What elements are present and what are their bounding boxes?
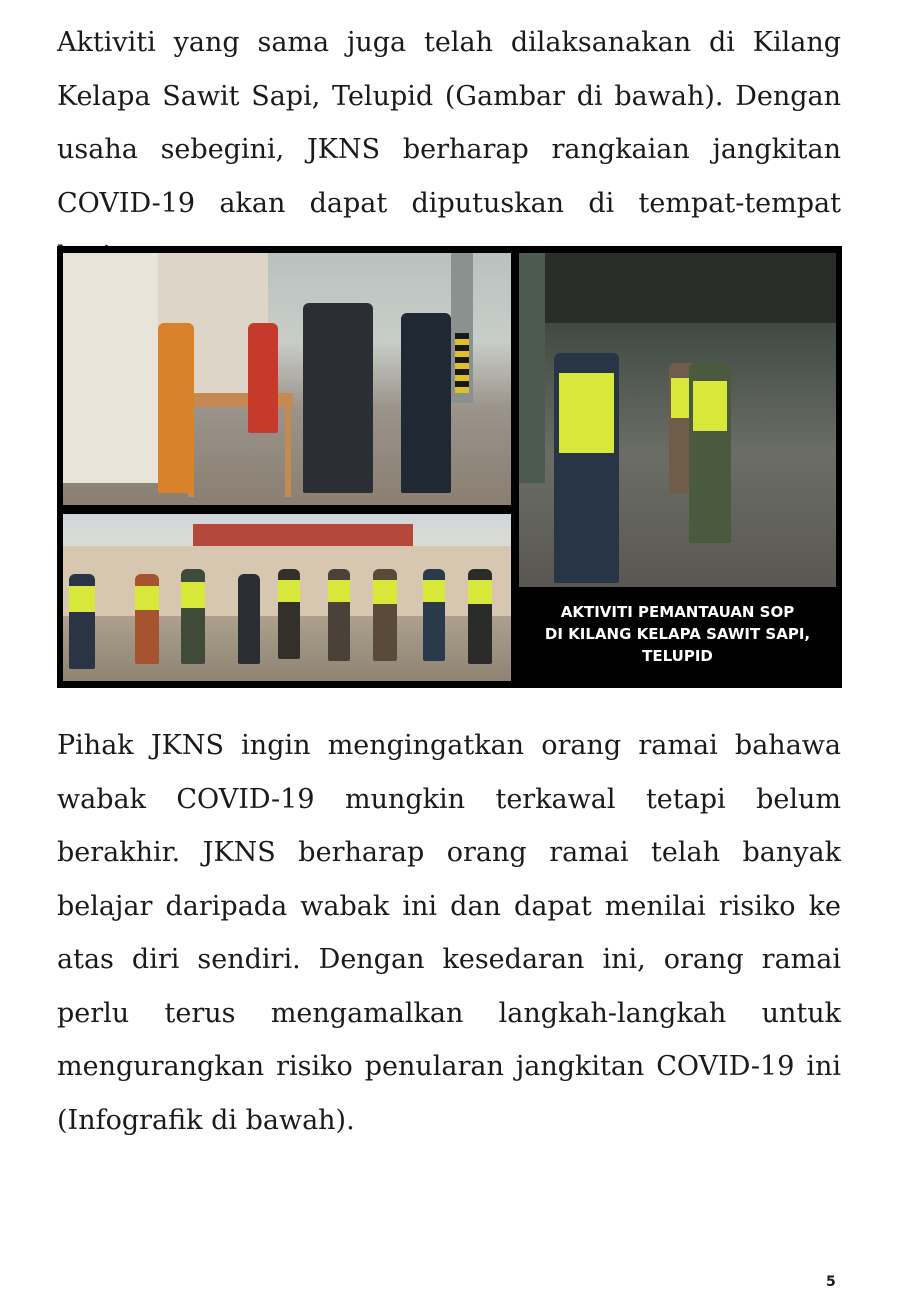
caption-line-2: DI KILANG KELAPA SAWIT SAPI, [544,625,811,643]
paragraph-activity: Aktiviti yang sama juga telah dilaksanakan di Kilang Kelapa Sawit Sapi, Telupid (Gambar di bawah). Dengan usaha sebegini, JKNS berharap rangkaian jangkitan COVID-19 akan dapat diputuskan di tempat-tempat [57,27,841,219]
caption-line-3: TELUPID [642,647,713,665]
photo-group-outdoor [63,514,511,681]
photo-sop-check-entrance [63,253,511,505]
caption-line-1: AKTIVITI PEMANTAUAN SOP [560,603,795,621]
paragraph-reminder: Pihak JKNS ingin mengingatkan orang ramai bahawa wabak COVID-19 mungkin terkawal tetapi belum berakhir. JKNS berharap orang ramai telah banyak belajar daripada wabak ini dan dapat menilai risiko ke atas diri sendiri. Dengan kesedaran ini, orang ramai perlu terus mengamalkan langkah-langkah untuk mengurangkan risiko penularan jangkitan COVID-19 ini (Infografik di bawah). [57,730,841,1136]
photo-collage [57,246,842,688]
photo-sop-check-mill [519,253,836,587]
page-number: 5 [826,1274,836,1290]
photo-caption [519,587,836,681]
